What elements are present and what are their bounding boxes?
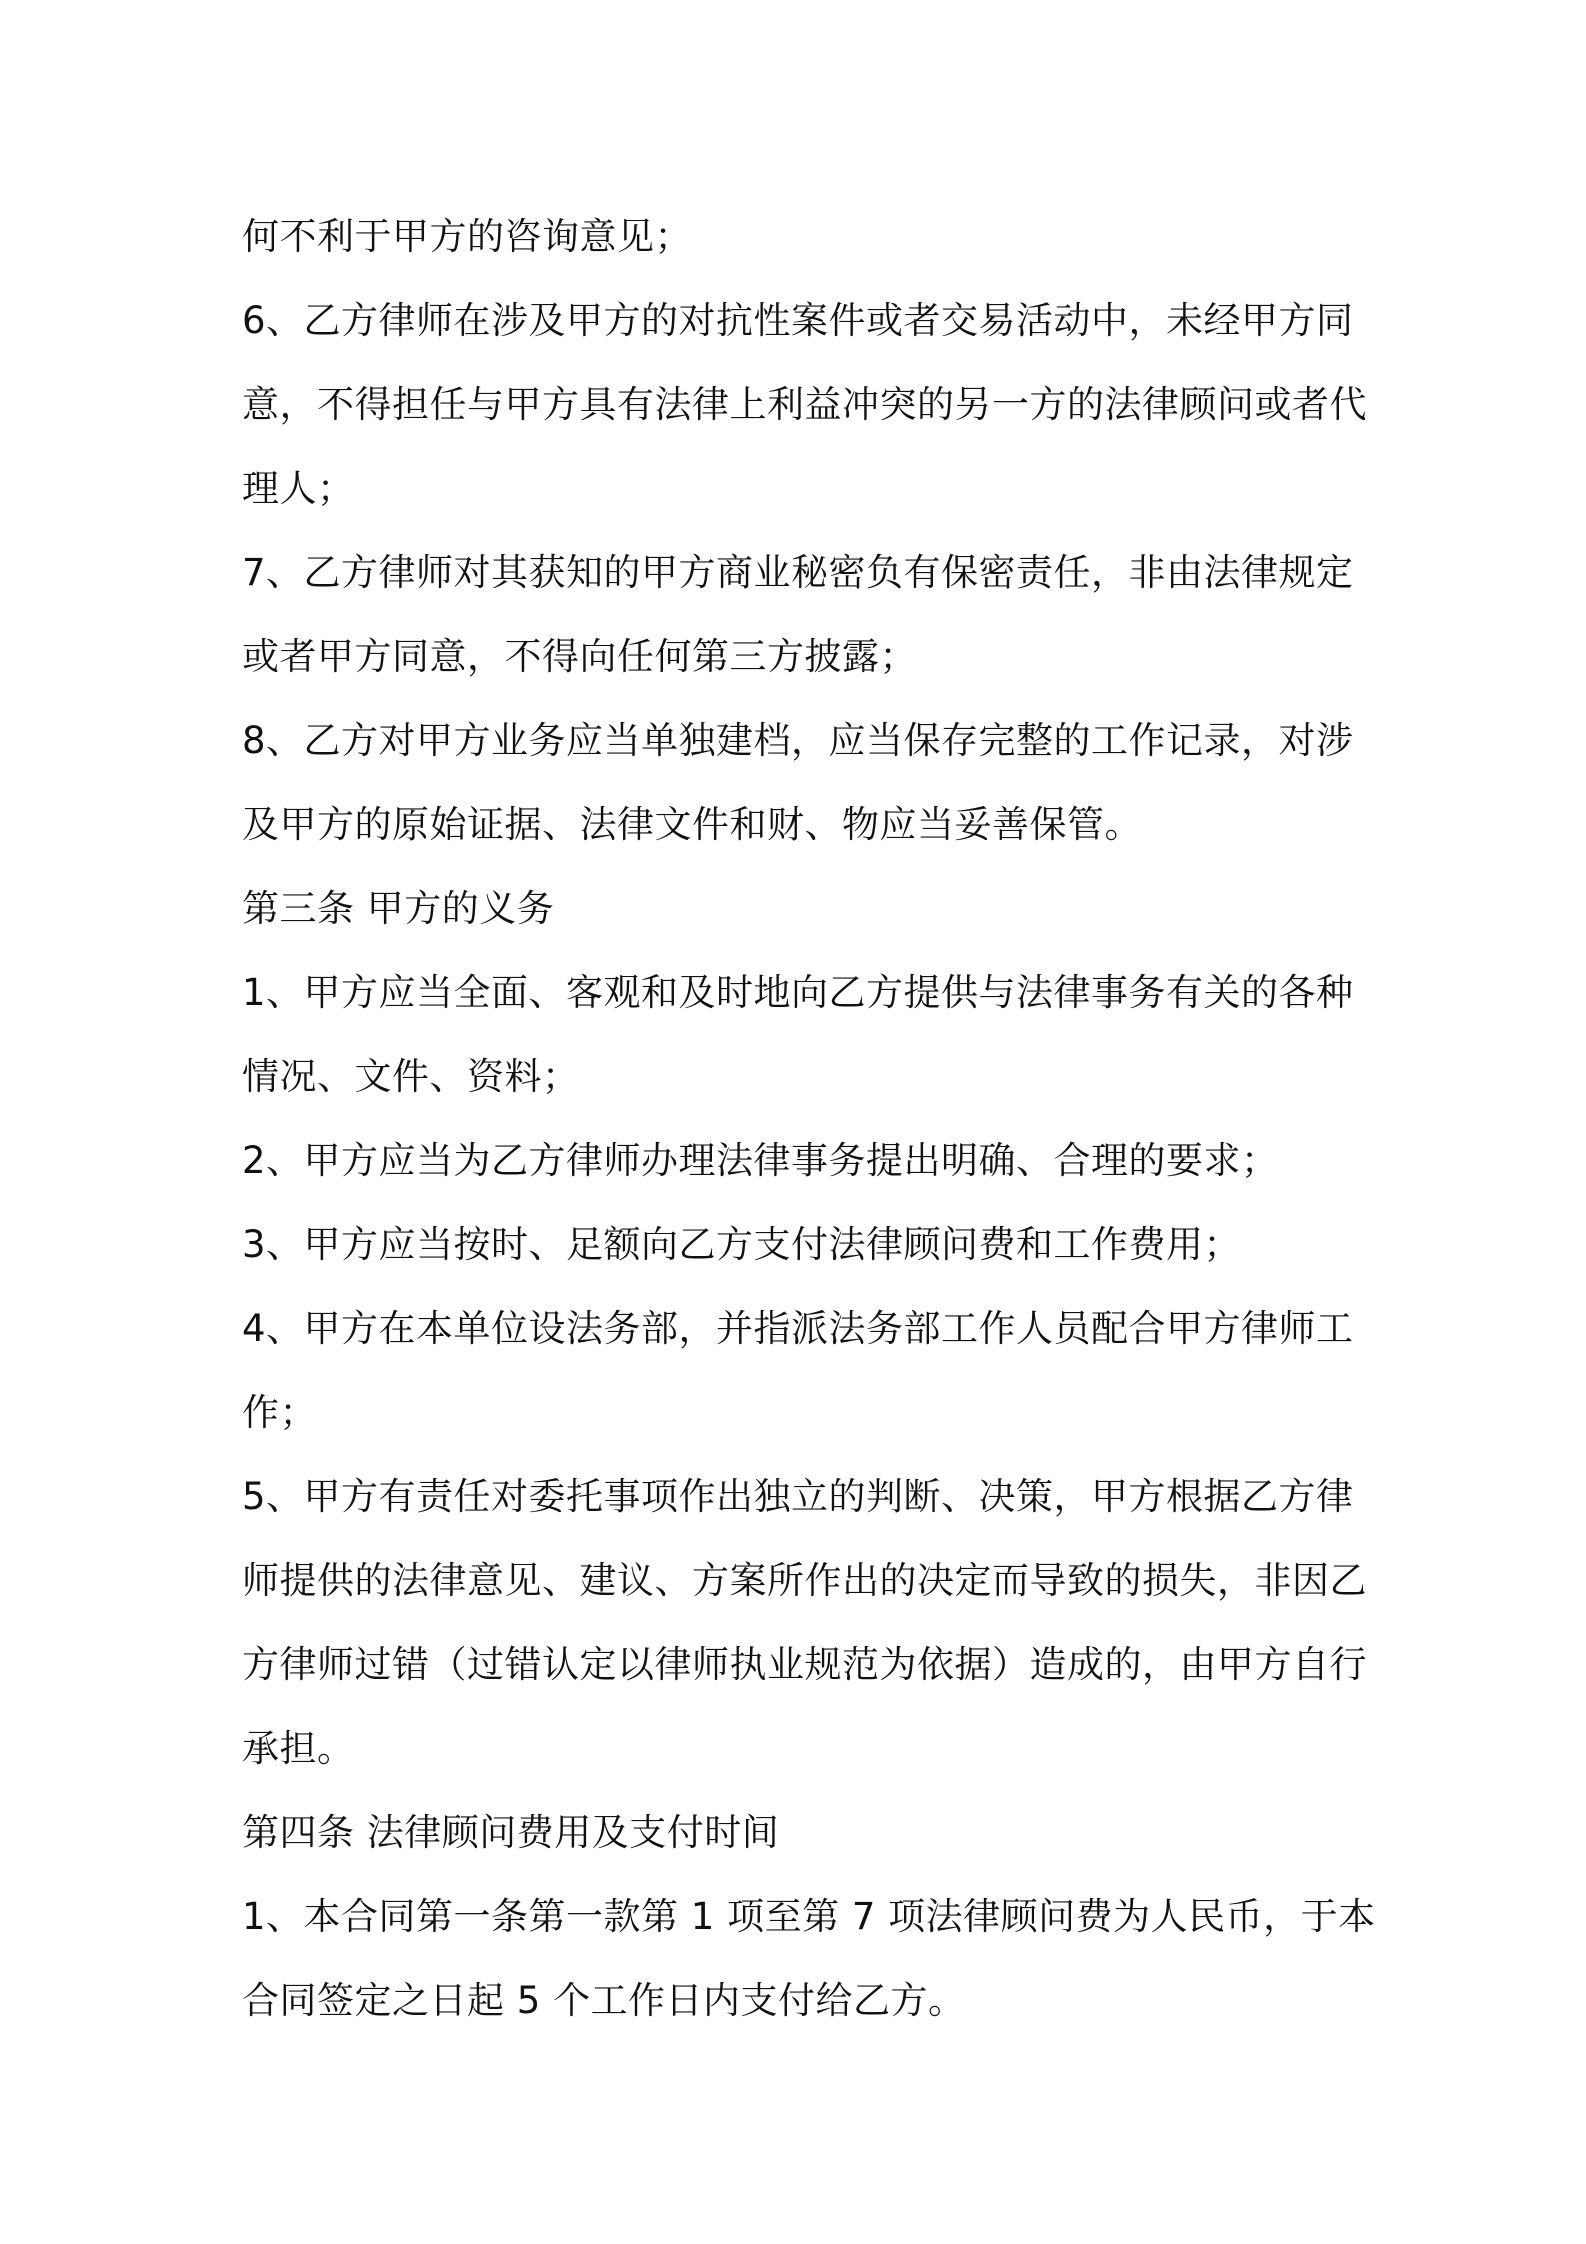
text-line: 情况、文件、资料； [242,1055,580,1098]
text-line: 5、甲方有责任对委托事项作出独立的判断、决策，甲方根据乙方律 [242,1475,1354,1518]
text-line: 作； [242,1391,317,1434]
text-line: 1、本合同第一条第一款第 1 项至第 7 项法律顾问费为人民币，于本 [242,1895,1376,1938]
text-line: 3、甲方应当按时、足额向乙方支付法律顾问费和工作费用； [242,1223,1242,1266]
document-body [242,195,1376,2043]
text-line: 理人； [242,467,355,510]
text-line: 师提供的法律意见、建议、方案所作出的决定而导致的损失，非因乙 [242,1559,1367,1602]
text-line: 1、甲方应当全面、客观和及时地向乙方提供与法律事务有关的各种 [242,971,1354,1014]
text-line: 2、甲方应当为乙方律师办理法律事务提出明确、合理的要求； [242,1139,1279,1182]
section-heading: 第三条 甲方的义务 [242,887,555,930]
text-line: 及甲方的原始证据、法律文件和财、物应当妥善保管。 [242,803,1142,846]
text-line: 6、乙方律师在涉及甲方的对抗性案件或者交易活动中，未经甲方同 [242,299,1354,342]
text-line: 7、乙方律师对其获知的甲方商业秘密负有保密责任，非由法律规定 [242,551,1354,594]
text-line: 合同签定之日起 5 个工作日内支付给乙方。 [242,1979,966,2022]
section-heading: 第四条 法律顾问费用及支付时间 [242,1811,780,1854]
text-line: 意，不得担任与甲方具有法律上利益冲突的另一方的法律顾问或者代 [242,383,1367,426]
text-line: 承担。 [242,1727,355,1770]
text-line: 4、甲方在本单位设法务部，并指派法务部工作人员配合甲方律师工 [242,1307,1354,1350]
text-line: 8、乙方对甲方业务应当单独建档，应当保存完整的工作记录，对涉 [242,719,1354,762]
text-line: 何不利于甲方的咨询意见； [242,215,692,258]
text-line: 方律师过错（过错认定以律师执业规范为依据）造成的，由甲方自行 [242,1643,1367,1686]
text-line: 或者甲方同意，不得向任何第三方披露； [242,635,917,678]
